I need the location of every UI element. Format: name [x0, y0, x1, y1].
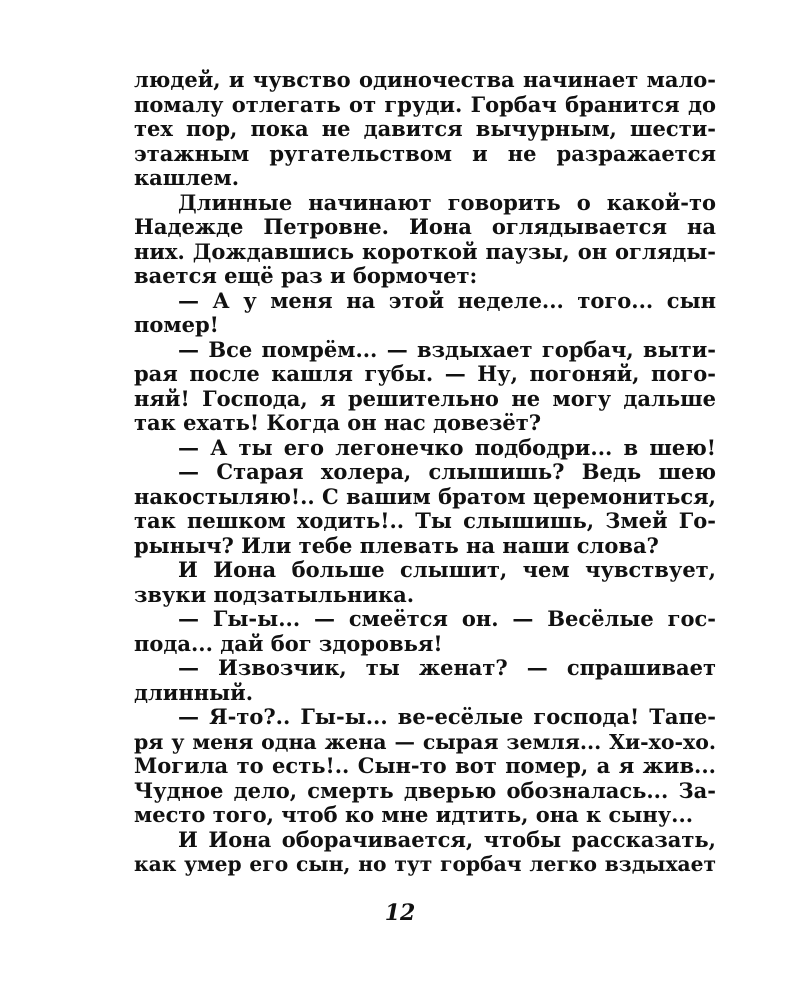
text-line: — Все помрём... — вздыхает горбач, выти-	[178, 336, 716, 362]
text-line: вается ещё раз и бормочет:	[134, 263, 478, 288]
text-line: И Иона оборачивается, чтобы рассказать,	[178, 826, 716, 852]
text-line: людей, и чувство одиночества начинает мало-	[134, 67, 716, 92]
page-number: 12	[384, 900, 416, 926]
text-line: место того, чтоб ко мне идтить, она к сыну...	[134, 802, 694, 827]
text-line: Длинные начинают говорить о какой-то	[178, 189, 716, 215]
text-line: рая после кашля губы. — Ну, погоняй, пого-	[134, 361, 716, 386]
text-line: рыныч? Или тебе плевать на наши слова?	[134, 532, 659, 558]
text-line: пода... дай бог здоровья!	[134, 630, 443, 656]
text-line: помалу отлегать от груди. Горбач бранится до	[134, 91, 716, 117]
text-line: — А ты его легонечко подбодри... в шею!	[178, 434, 716, 460]
text-line: помер!	[134, 312, 219, 337]
text-line: как умер его сын, но тут горбач легко вздыхает	[134, 852, 716, 876]
text-line: Чудное дело, смерть дверью обозналась... За-	[134, 777, 716, 803]
text-line: длинный.	[134, 679, 254, 705]
text-line: — Гы-ы... — смеётся он. — Весёлые гос-	[178, 606, 716, 631]
text-line: звуки подзатыльника.	[134, 581, 415, 607]
text-line: так пешком ходить!.. Ты слышишь, Змей Го-	[134, 508, 716, 533]
text-line: — Я-то?.. Гы-ы... ве-есёлые господа! Тапе-	[178, 704, 716, 729]
text-line: Надежде Петровне. Иона оглядывается на	[134, 214, 716, 239]
text-line: няй! Господа, я решительно не могу дальше	[134, 385, 716, 411]
text-line: тех пор, пока не давится вычурным, шести-	[134, 116, 716, 141]
text-line: — А у меня на этой неделе... того... сын	[178, 287, 716, 313]
text-line: ря у меня одна жена — сырая земля... Хи-хо-хо.	[134, 729, 716, 754]
text-line: них. Дождавшись короткой паузы, он огляды-	[134, 238, 716, 264]
text-line: так ехать! Когда он нас довезёт?	[134, 410, 542, 435]
text-line: И Иона больше слышит, чем чувствует,	[178, 557, 716, 582]
text-line: — Извозчик, ты женат? — спрашивает	[178, 655, 716, 680]
text-line: накостыляю!.. С вашим братом церемониться,	[134, 483, 716, 509]
text-line: кашлем.	[134, 165, 240, 190]
text-line: — Старая холера, слышишь? Ведь шею	[178, 459, 716, 484]
text-line: этажным ругательством и не разражается	[134, 140, 716, 166]
body-text	[134, 68, 716, 877]
text-line: Могила то есть!.. Сын-то вот помер, а я жив...	[134, 753, 716, 778]
